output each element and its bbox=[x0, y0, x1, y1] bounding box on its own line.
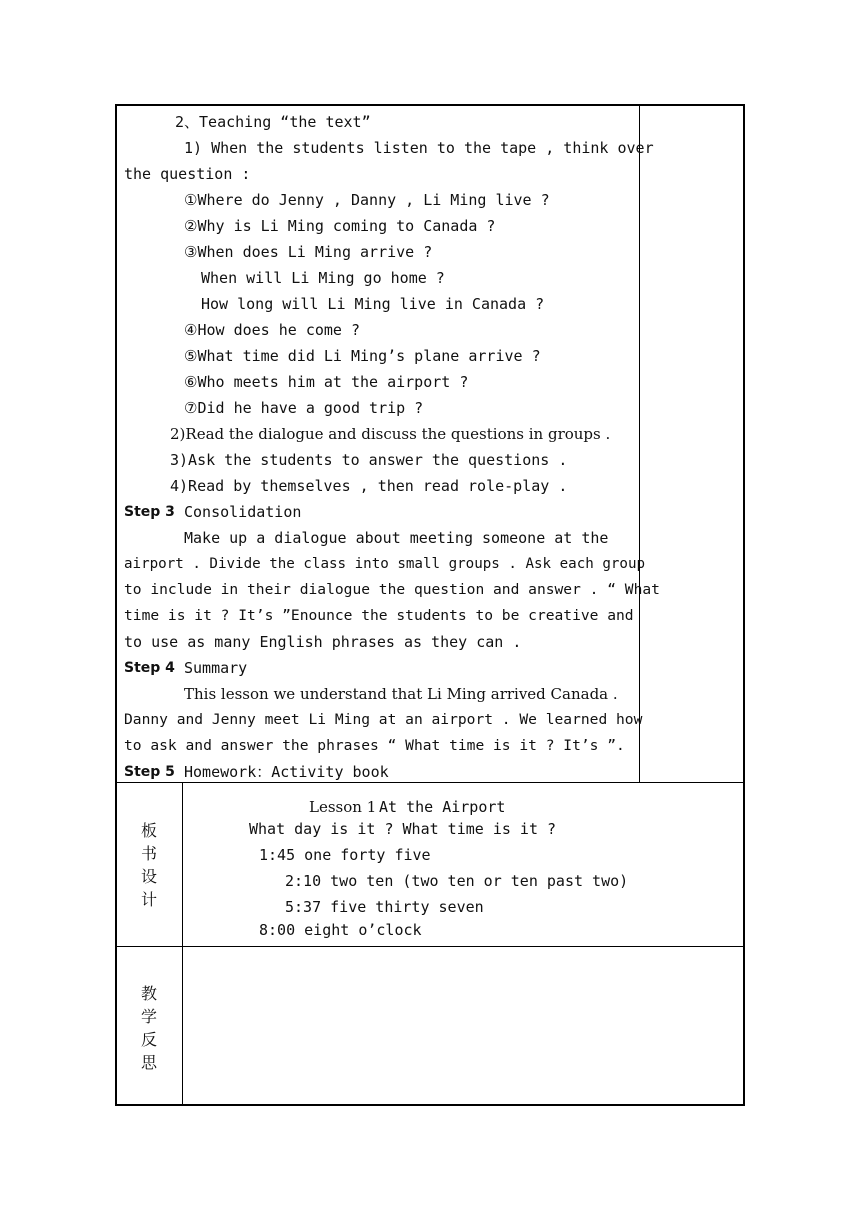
text-line: to use as many English phrases as they can . bbox=[124, 633, 522, 651]
question-3: ③When does Li Ming arrive ? bbox=[184, 243, 433, 261]
board-label-char: 书 bbox=[140, 844, 157, 863]
board-label-char: 计 bbox=[140, 890, 157, 909]
question-6: ⑥Who meets him at the airport ? bbox=[184, 373, 469, 391]
question-2: ②Why is Li Ming coming to Canada ? bbox=[184, 217, 496, 235]
text-line: the question : bbox=[124, 165, 251, 183]
question-4: ④How does he come ? bbox=[184, 321, 361, 339]
reflection-label-char: 思 bbox=[140, 1053, 157, 1072]
right-column-divider bbox=[639, 105, 640, 782]
text-line: to ask and answer the phrases “ What time is it ? It’s ”. bbox=[124, 737, 625, 754]
board-line: 1:45 one forty five bbox=[259, 846, 431, 864]
board-label-char: 板 bbox=[140, 821, 157, 840]
question-3b: When will Li Ming go home ? bbox=[201, 269, 445, 287]
reflection-label-char: 学 bbox=[140, 1007, 157, 1026]
board-line: 8:00 eight o’clock bbox=[259, 921, 422, 939]
text-line: 2、Teaching “the text” bbox=[175, 113, 371, 131]
row-divider-top bbox=[116, 782, 744, 783]
step-3-label: Step 3 bbox=[124, 504, 175, 520]
text-line: 2)Read the dialogue and discuss the questions in groups . bbox=[170, 425, 611, 443]
step-4-label: Step 4 bbox=[124, 660, 175, 676]
question-5: ⑤What time did Li Ming’s plane arrive ? bbox=[184, 347, 541, 365]
text-line: Danny and Jenny meet Li Ming at an airport . We learned how bbox=[124, 711, 643, 728]
board-line: What day is it ? What time is it ? bbox=[249, 820, 557, 838]
text-line: 4)Read by themselves , then read role-play . bbox=[170, 477, 568, 495]
step-3-title: Consolidation bbox=[184, 503, 302, 521]
step-4-title: Summary bbox=[184, 659, 248, 677]
step-5-title: Homework：Activity book bbox=[184, 763, 389, 781]
text-line: airport . Divide the class into small groups . Ask each group bbox=[124, 556, 646, 572]
reflection-label-char: 反 bbox=[140, 1030, 157, 1049]
board-line: 2:10 two ten (two ten or ten past two) bbox=[285, 872, 629, 890]
question-7: ⑦Did he have a good trip ? bbox=[184, 399, 424, 417]
board-lesson-title: At the Airport bbox=[379, 798, 506, 816]
question-1: ①Where do Jenny , Danny , Li Ming live ? bbox=[184, 191, 550, 209]
board-line: 5:37 five thirty seven bbox=[285, 898, 484, 916]
text-line: time is it ? It’s ”Enounce the students to be creative and bbox=[124, 607, 634, 624]
text-line: 3)Ask the students to answer the questions . bbox=[170, 451, 568, 469]
board-label-char: 设 bbox=[140, 867, 157, 886]
row-divider-middle bbox=[116, 946, 744, 947]
question-3c: How long will Li Ming live in Canada ? bbox=[201, 295, 545, 313]
text-line: to include in their dialogue the question and answer . “ What bbox=[124, 581, 660, 598]
step-5-label: Step 5 bbox=[124, 764, 175, 780]
text-line: 1) When the students listen to the tape , think over bbox=[184, 139, 654, 157]
board-lesson-number: Lesson 1 bbox=[309, 798, 377, 816]
reflection-content-area bbox=[184, 948, 743, 1104]
label-column-divider bbox=[182, 782, 183, 1105]
text-line: Make up a dialogue about meeting someone at the bbox=[184, 529, 609, 547]
text-line: This lesson we understand that Li Ming arrived Canada . bbox=[184, 685, 618, 703]
reflection-label-char: 教 bbox=[140, 984, 157, 1003]
